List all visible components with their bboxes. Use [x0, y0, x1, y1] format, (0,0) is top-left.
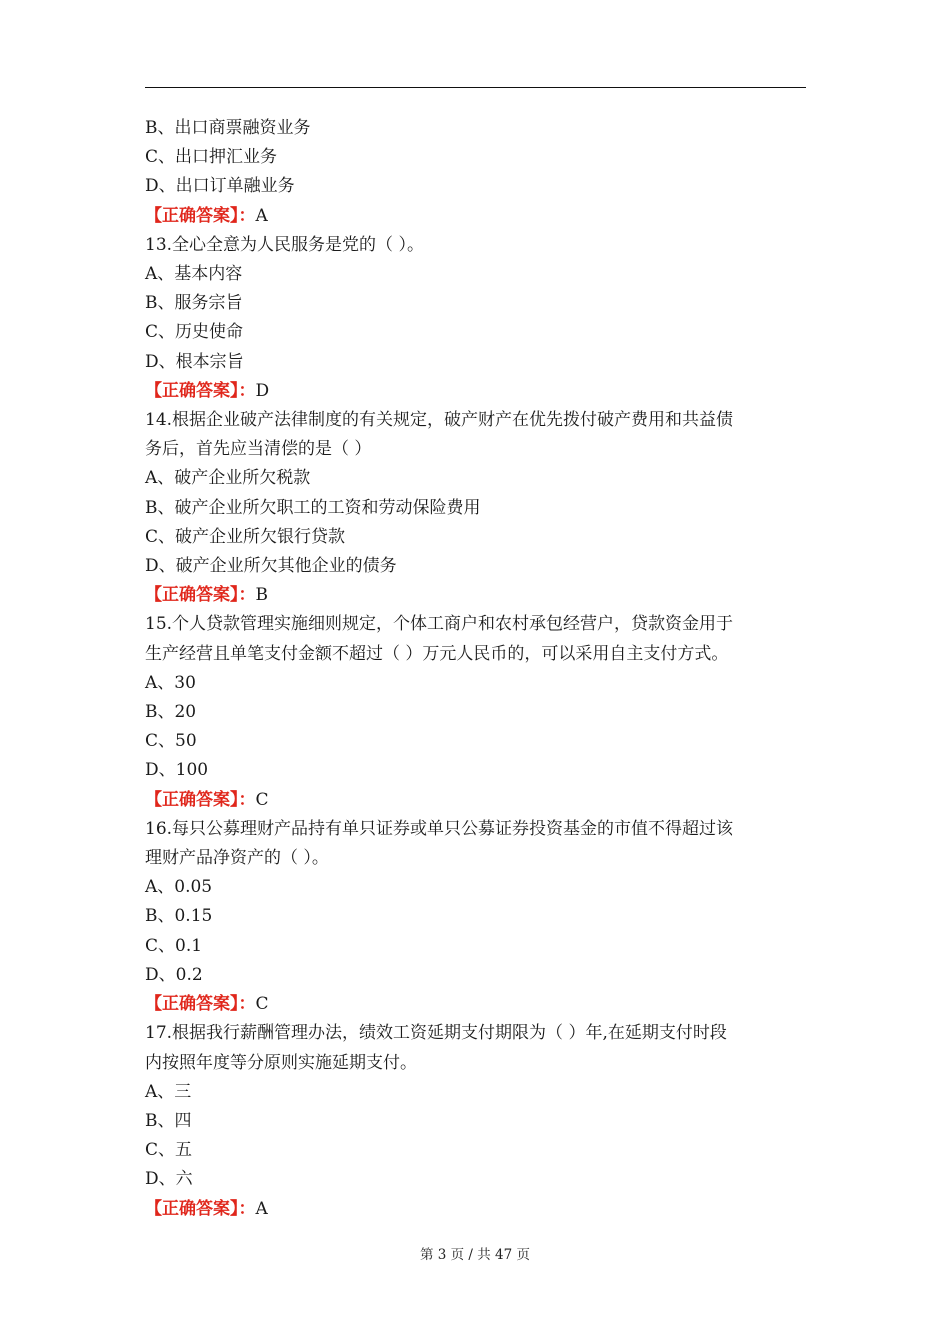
answer-separator: ：: [238, 1198, 256, 1219]
option-line: C、破产企业所欠银行贷款: [145, 526, 346, 547]
answer-line: [145, 990, 807, 1019]
question-stem: 16.每只公募理财产品持有单只证券或单只公募证券投资基金的市值不得超过该: [145, 818, 734, 839]
option-line: C、0.1: [145, 935, 203, 956]
option-line: D、六: [145, 1169, 193, 1190]
answer-line: [145, 1195, 807, 1224]
answer-separator: ：: [238, 789, 256, 810]
question-block-13: [145, 231, 807, 406]
answer-value: C: [255, 994, 269, 1015]
question-list: [145, 114, 807, 1224]
question-stem: 13.全心全意为人民服务是党的（ ）。: [145, 234, 424, 255]
question-stem: 内按照年度等分原则实施延期支付。: [145, 1052, 417, 1073]
question-block-17: [145, 1019, 807, 1223]
option-line: C、50: [145, 731, 197, 752]
option-line: A、0.05: [145, 877, 213, 898]
answer-value: B: [255, 585, 268, 606]
option-line: B、服务宗旨: [145, 293, 243, 314]
answer-separator: ：: [238, 585, 256, 606]
question-block-16: [145, 815, 807, 1019]
answer-label: 【正确答案】: [145, 789, 239, 810]
answer-value: C: [255, 789, 269, 810]
answer-label: 【正确答案】: [145, 380, 239, 401]
option-line: C、历史使命: [145, 322, 244, 343]
option-line: A、基本内容: [145, 264, 243, 285]
option-line: B、出口商票融资业务: [145, 118, 311, 138]
header-rule: [145, 87, 806, 88]
answer-label: 【正确答案】: [145, 205, 239, 226]
answer-separator: ：: [238, 205, 256, 226]
option-line: D、0.2: [145, 964, 203, 985]
question-stem: 务后，首先应当清偿的是（ ）: [145, 439, 372, 460]
question-block-14: [145, 406, 807, 610]
option-line: D、根本宗旨: [145, 351, 244, 372]
option-line: B、四: [145, 1110, 192, 1131]
option-line: B、20: [145, 702, 197, 723]
option-line: D、出口订单融业务: [145, 176, 295, 197]
answer-line: [145, 202, 807, 231]
question-block-15: [145, 610, 807, 814]
option-line: A、破产企业所欠税款: [145, 468, 311, 489]
question-stem: 理财产品净资产的（ ）。: [145, 848, 329, 869]
answer-line: [145, 581, 807, 610]
answer-label: 【正确答案】: [145, 1198, 239, 1219]
option-line: B、0.15: [145, 906, 213, 927]
question-stem: 17.根据我行薪酬管理办法，绩效工资延期支付期限为（ ）年,在延期支付时段: [145, 1023, 727, 1044]
answer-value: D: [255, 380, 270, 401]
option-line: D、100: [145, 760, 209, 781]
page-footer: 第 3 页 / 共 47 页: [419, 1247, 531, 1263]
answer-separator: ：: [238, 994, 256, 1015]
option-line: A、三: [145, 1081, 192, 1102]
answer-label: 【正确答案】: [145, 585, 239, 606]
option-line: B、破产企业所欠职工的工资和劳动保险费用: [145, 497, 481, 518]
question-block-12: [145, 114, 807, 231]
answer-line: [145, 377, 807, 406]
answer-value: A: [255, 205, 268, 226]
question-stem: 生产经营且单笔支付金额不超过（ ）万元人民币的，可以采用自主支付方式。: [145, 643, 729, 664]
question-stem: 15.个人贷款管理实施细则规定，个体工商户和农村承包经营户，贷款资金用于: [145, 614, 734, 635]
option-line: C、五: [145, 1140, 193, 1161]
option-line: C、出口押汇业务: [145, 147, 278, 168]
option-line: D、破产企业所欠其他企业的债务: [145, 556, 397, 577]
answer-separator: ：: [238, 380, 256, 401]
answer-line: [145, 786, 807, 815]
answer-label: 【正确答案】: [145, 994, 239, 1015]
answer-value: A: [255, 1198, 268, 1219]
option-line: A、30: [145, 672, 196, 693]
question-stem: 14.根据企业破产法律制度的有关规定，破产财产在优先拨付破产费用和共益债: [145, 410, 734, 431]
